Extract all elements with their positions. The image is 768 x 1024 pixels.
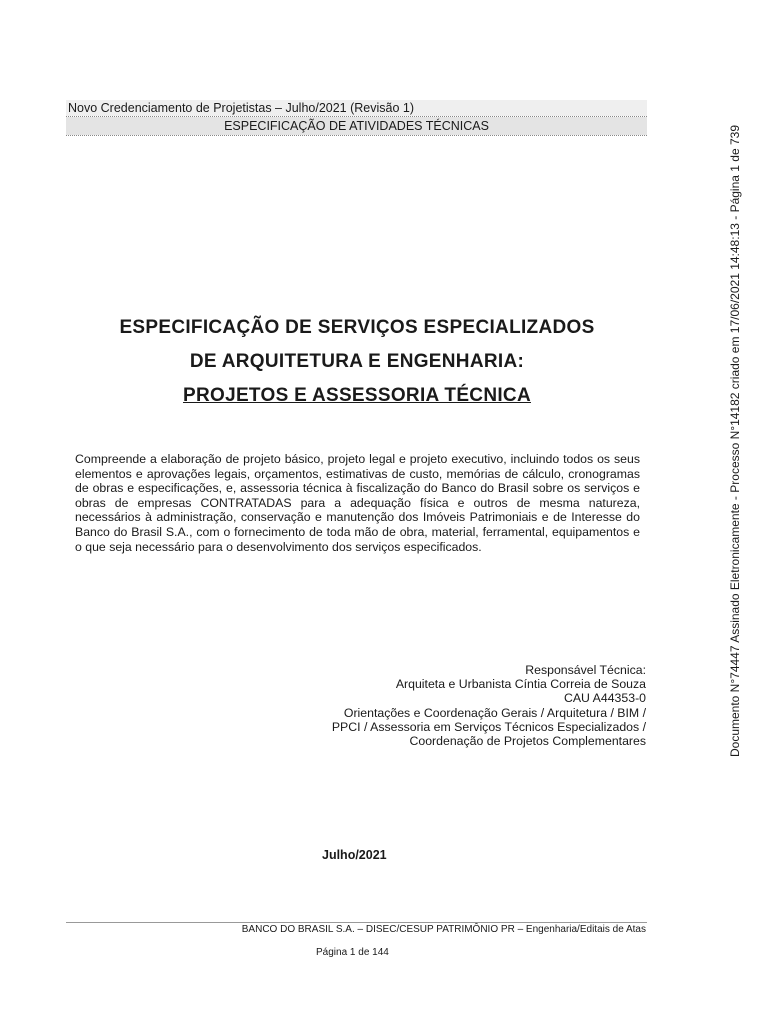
responsible-registration: CAU A44353-0	[563, 691, 646, 706]
title-line-1: ESPECIFICAÇÃO DE SERVIÇOS ESPECIALIZADOS	[119, 317, 595, 338]
responsible-name: Arquiteta e Urbanista Cíntia Correia de Souza	[395, 677, 646, 692]
header-divider	[66, 116, 647, 118]
signature-stamp: Documento N°74447 Assinado Eletronicamente - Processo N°14182 criado em 17/06/2021 14:48:13 - Página 1 de 739	[728, 125, 742, 758]
responsible-block	[226, 663, 646, 748]
document-date: Julho/2021	[322, 848, 387, 862]
responsible-role-1: Orientações e Coordenação Gerais / Arquitetura / BIM /	[343, 705, 646, 720]
footer-page-number: Página 1 de 144	[316, 947, 389, 958]
title-line-2: DE ARQUITETURA E ENGENHARIA:	[189, 351, 525, 372]
footer-divider	[66, 922, 647, 923]
responsible-role-2: PPCI / Assessoria em Serviços Técnicos Especializados /	[331, 719, 646, 734]
title-line-3-text: PROJETOS E ASSESSORIA TÉCNICA	[183, 385, 531, 406]
header-divider-bottom	[66, 135, 647, 137]
responsible-role-3: Coordenação de Projetos Complementares	[409, 734, 646, 749]
header-section-title: ESPECIFICAÇÃO DE ATIVIDADES TÉCNICAS	[66, 117, 647, 135]
footer-organization: BANCO DO BRASIL S.A. – DISEC/CESUP PATRIMÔNIO PR – Engenharia/Editais de Atas	[241, 924, 646, 935]
title-line-3	[0, 385, 714, 407]
responsible-label: Responsável Técnica:	[525, 663, 646, 677]
scope-paragraph: Compreende a elaboração de projeto básico, projeto legal e projeto executivo, incluindo todos os seus elementos e aprovações legais, orçamentos, estimativas de custo, memórias de cálculo, cronogramas de obras e especificações, e, assessoria técnica à fiscalização do Banco do Brasil sobre os serviços e obras de empresas CONTRATADAS para a adequação física e outros de mesma natureza, necessários à administração, conservação e manutenção dos Imóveis Patrimoniais e de Interesse do Banco do Brasil S.A., com o fornecimento de toda mão de obra, material, ferramental, equipamentos e o que seja necessário para o desenvolvimento dos serviços especificados.	[75, 452, 640, 554]
header-subtitle: Novo Credenciamento de Projetistas – Julho/2021 (Revisão 1)	[66, 100, 647, 116]
